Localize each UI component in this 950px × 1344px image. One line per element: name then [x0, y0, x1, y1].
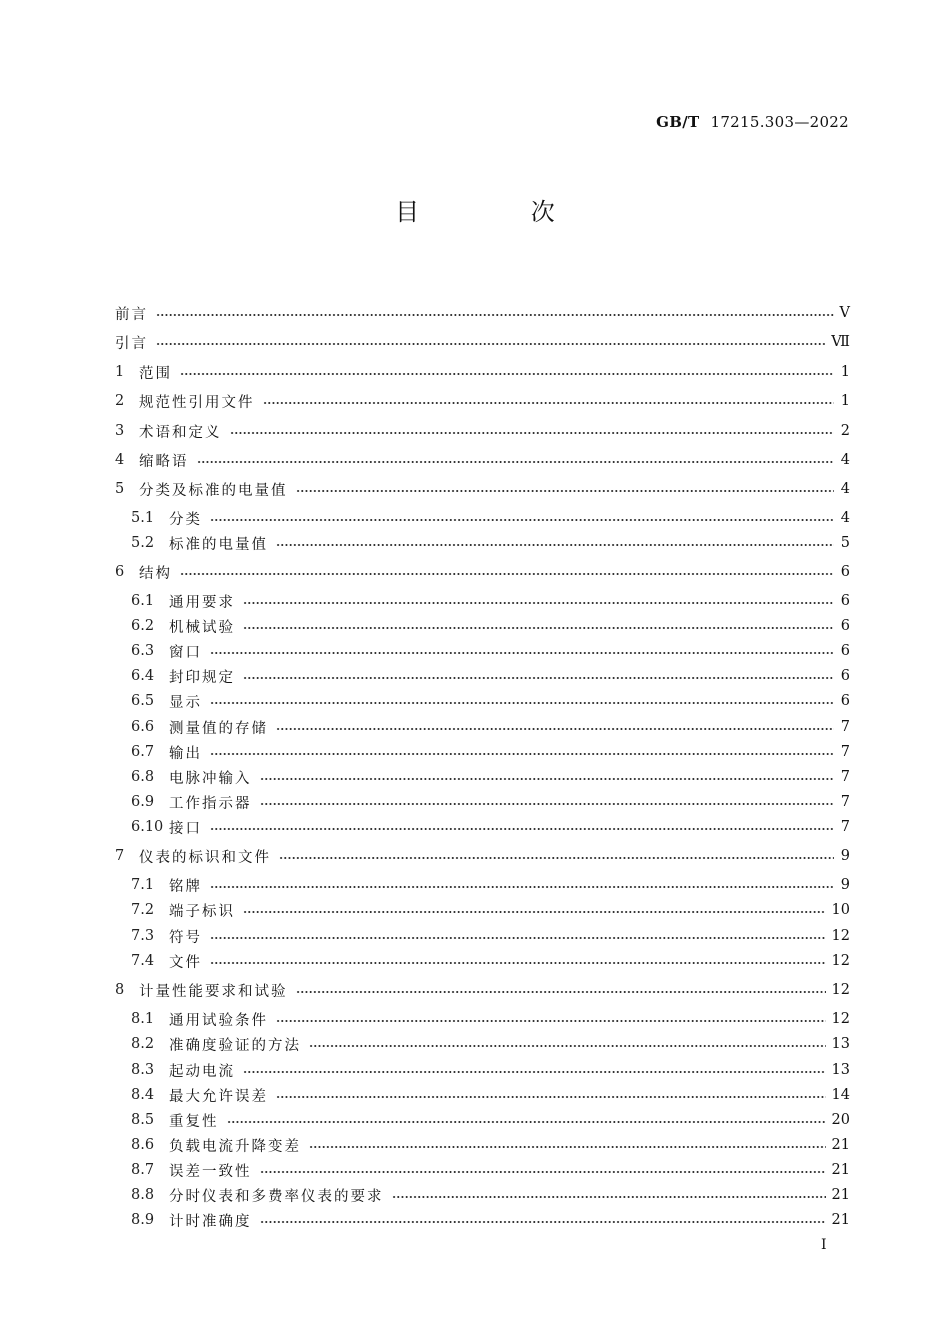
- toc-entry[interactable]: [115, 665, 850, 687]
- toc-entry-number: 3: [115, 423, 125, 439]
- toc-entry-page: 9: [840, 848, 850, 864]
- toc-dot-leader: [210, 701, 834, 705]
- toc-entry-page: 2: [840, 423, 850, 439]
- toc-entry[interactable]: [115, 1084, 850, 1106]
- toc-entry[interactable]: [115, 361, 850, 383]
- toc-entry-page: 4: [840, 510, 850, 526]
- toc-entry[interactable]: [115, 979, 850, 1001]
- toc-entry-page: 1: [840, 393, 850, 409]
- toc-entry-page: 6: [840, 593, 850, 609]
- toc-entry-label: 仪表的标识和文件: [139, 849, 271, 866]
- toc-entry-label: 计量性能要求和试验: [139, 983, 288, 1000]
- toc-entry-number: 6.8: [131, 769, 155, 785]
- toc-entry-label: 接口: [169, 820, 202, 837]
- toc-entry[interactable]: [115, 590, 850, 612]
- toc-entry-page: 9: [840, 877, 850, 893]
- toc-entry-label: 计时准确度: [169, 1213, 252, 1230]
- toc-entry[interactable]: [115, 816, 850, 838]
- toc-entry-number: 6.3: [131, 643, 155, 659]
- toc-entry[interactable]: [115, 507, 850, 529]
- toc-dot-leader: [210, 518, 834, 522]
- toc-dot-leader: [260, 777, 835, 781]
- toc-entry-page: 7: [840, 719, 850, 735]
- standard-code: [656, 113, 849, 131]
- toc-dot-leader: [180, 372, 834, 376]
- toc-entry-page: 6: [840, 564, 850, 580]
- toc-entry-page: 7: [840, 769, 850, 785]
- toc-entry-page: 21: [831, 1212, 850, 1228]
- toc-entry[interactable]: [115, 791, 850, 813]
- toc-dot-leader: [279, 856, 834, 860]
- page-title: 目 次: [395, 198, 607, 226]
- toc-dot-leader: [296, 990, 826, 994]
- toc-entry[interactable]: [115, 766, 850, 788]
- toc-dot-leader: [210, 827, 834, 831]
- toc-entry-number: 6.2: [131, 618, 155, 634]
- toc-dot-leader: [243, 676, 834, 680]
- toc-entry-page: 10: [831, 902, 850, 918]
- toc-entry-label: 分类: [169, 511, 202, 528]
- toc-entry[interactable]: [115, 845, 850, 867]
- toc-dot-leader: [260, 1170, 826, 1174]
- toc-entry-page: 6: [840, 618, 850, 634]
- toc-entry[interactable]: [115, 741, 850, 763]
- toc-entry-number: 8.9: [131, 1212, 155, 1228]
- toc-entry-number: 6.5: [131, 693, 155, 709]
- toc-entry-label: 机械试验: [169, 619, 235, 636]
- toc-entry[interactable]: [115, 1008, 850, 1030]
- toc-entry-page: 21: [831, 1162, 850, 1178]
- toc-entry-page: 6: [840, 643, 850, 659]
- toc-entry-number: 8.8: [131, 1187, 155, 1203]
- toc-entry-number: 8.1: [131, 1011, 155, 1027]
- toc-dot-leader: [243, 601, 834, 605]
- toc-entry-number: 7: [115, 848, 125, 864]
- toc-entry-number: 2: [115, 393, 125, 409]
- toc-entry-number: 6: [115, 564, 125, 580]
- toc-entry-number: 7.2: [131, 902, 155, 918]
- toc-entry-label: 通用试验条件: [169, 1012, 268, 1029]
- toc-entry-label: 测量值的存储: [169, 720, 268, 737]
- toc-entry-page: 12: [831, 928, 850, 944]
- toc-entry-label: 工作指示器: [169, 795, 252, 812]
- toc-entry-label: 规范性引用文件: [139, 394, 255, 411]
- toc-entry-label: 缩略语: [139, 453, 189, 470]
- toc-entry-number: 5.2: [131, 535, 155, 551]
- toc-entry-number: 6.9: [131, 794, 155, 810]
- toc-entry-label: 电脉冲输入: [169, 770, 252, 787]
- toc-entry-number: 8.4: [131, 1087, 155, 1103]
- toc-entry-label: 标准的电量值: [169, 536, 268, 553]
- standard-code-number: 17215.303—2022: [710, 113, 849, 131]
- toc-entry[interactable]: [115, 690, 850, 712]
- toc-entry-number: 7.4: [131, 953, 155, 969]
- toc-entry[interactable]: [115, 532, 850, 554]
- toc-entry[interactable]: [115, 716, 850, 738]
- toc-entry-label: 负载电流升降变差: [169, 1138, 301, 1155]
- page-number: I: [821, 1237, 827, 1253]
- toc-entry-number: 8.3: [131, 1062, 155, 1078]
- toc-dot-leader: [392, 1195, 826, 1199]
- toc-entry-page: 13: [831, 1062, 850, 1078]
- toc-dot-leader: [180, 572, 834, 576]
- toc-entry[interactable]: [115, 950, 850, 972]
- toc-dot-leader: [210, 936, 826, 940]
- toc-entry-label: 铭牌: [169, 878, 202, 895]
- toc-entry[interactable]: [115, 899, 850, 921]
- toc-entry-label: 封印规定: [169, 669, 235, 686]
- toc-entry[interactable]: [115, 561, 850, 583]
- toc-dot-leader: [276, 1095, 826, 1099]
- toc-entry-page: 13: [831, 1036, 850, 1052]
- standard-code-prefix: GB/T: [656, 113, 700, 131]
- toc-dot-leader: [260, 802, 835, 806]
- toc-entry-number: 6.1: [131, 593, 155, 609]
- toc-entry-label: 符号: [169, 929, 202, 946]
- toc-entry-number: 5.1: [131, 510, 155, 526]
- toc-dot-leader: [260, 1220, 826, 1224]
- toc-entry[interactable]: [115, 1059, 850, 1081]
- toc-dot-leader: [210, 651, 834, 655]
- toc-entry-label: 术语和定义: [139, 424, 222, 441]
- toc-entry-number: 8.5: [131, 1112, 155, 1128]
- toc-dot-leader: [210, 961, 826, 965]
- toc-entry-page: 7: [840, 819, 850, 835]
- toc-entry-page: 21: [831, 1187, 850, 1203]
- toc-entry-page: 12: [831, 982, 850, 998]
- toc-entry[interactable]: [115, 331, 850, 353]
- toc-entry-label: 起动电流: [169, 1063, 235, 1080]
- toc-entry-page: 4: [840, 452, 850, 468]
- toc-dot-leader: [276, 727, 834, 731]
- toc-entry-number: 1: [115, 364, 125, 380]
- toc-entry[interactable]: [115, 925, 850, 947]
- toc-entry-label: 引言: [115, 335, 148, 352]
- toc-entry[interactable]: [115, 449, 850, 471]
- toc-entry[interactable]: [115, 390, 850, 412]
- toc-entry[interactable]: [115, 1033, 850, 1055]
- toc-entry-label: 重复性: [169, 1113, 219, 1130]
- toc-entry-page: 12: [831, 953, 850, 969]
- toc-entry-page: 21: [831, 1137, 850, 1153]
- toc-dot-leader: [243, 1070, 826, 1074]
- toc-entry-number: 6.7: [131, 744, 155, 760]
- toc-entry-page: 7: [840, 744, 850, 760]
- toc-entry-number: 6.4: [131, 668, 155, 684]
- toc-entry-number: 8.2: [131, 1036, 155, 1052]
- toc-entry-label: 误差一致性: [169, 1163, 252, 1180]
- toc-entry-number: 7.1: [131, 877, 155, 893]
- toc-entry-number: 6.10: [131, 819, 164, 835]
- toc-entry-number: 5: [115, 481, 125, 497]
- toc-entry-number: 8.7: [131, 1162, 155, 1178]
- toc-dot-leader: [276, 1019, 826, 1023]
- toc-entry-page: 6: [840, 668, 850, 684]
- toc-dot-leader: [210, 752, 834, 756]
- toc-entry-page: 14: [831, 1087, 850, 1103]
- toc-entry[interactable]: [115, 1184, 850, 1206]
- toc-entry-label: 前言: [115, 306, 148, 323]
- toc-dot-leader: [197, 460, 835, 464]
- toc-entry-label: 窗口: [169, 644, 202, 661]
- toc-dot-leader: [309, 1145, 826, 1149]
- toc-entry[interactable]: [115, 615, 850, 637]
- toc-dot-leader: [156, 313, 834, 317]
- toc-entry-page: Ⅶ: [831, 334, 850, 350]
- toc-entry-page: 5: [840, 535, 850, 551]
- toc-entry-page: 1: [840, 364, 850, 380]
- toc-entry[interactable]: [115, 1109, 850, 1131]
- toc-entry[interactable]: [115, 874, 850, 896]
- toc-dot-leader: [309, 1044, 826, 1048]
- toc-entry-number: 8.6: [131, 1137, 155, 1153]
- toc-dot-leader: [227, 1120, 826, 1124]
- toc-entry-number: 7.3: [131, 928, 155, 944]
- toc-dot-leader: [210, 885, 834, 889]
- toc-entry[interactable]: [115, 420, 850, 442]
- toc-entry-page: 20: [831, 1112, 850, 1128]
- toc-entry-label: 分时仪表和多费率仪表的要求: [169, 1188, 384, 1205]
- toc-dot-leader: [296, 489, 835, 493]
- toc-entry[interactable]: [115, 478, 850, 500]
- toc-entry-label: 分类及标准的电量值: [139, 482, 288, 499]
- toc-dot-leader: [243, 626, 834, 630]
- toc-entry-label: 显示: [169, 694, 202, 711]
- toc-entry-page: 7: [840, 794, 850, 810]
- toc-entry[interactable]: [115, 302, 850, 324]
- toc-entry[interactable]: [115, 1159, 850, 1181]
- toc-entry[interactable]: [115, 640, 850, 662]
- toc-entry-label: 准确度验证的方法: [169, 1037, 301, 1054]
- toc-entry-label: 结构: [139, 565, 172, 582]
- toc-dot-leader: [243, 910, 826, 914]
- toc-dot-leader: [230, 431, 835, 435]
- toc-entry-label: 通用要求: [169, 594, 235, 611]
- toc-entry-label: 最大允许误差: [169, 1088, 268, 1105]
- toc-entry-number: 8: [115, 982, 125, 998]
- toc-dot-leader: [156, 342, 825, 346]
- toc-entry-label: 端子标识: [169, 903, 235, 920]
- toc-entry-number: 4: [115, 452, 125, 468]
- toc-entry-page: 6: [840, 693, 850, 709]
- toc-entry-label: 文件: [169, 954, 202, 971]
- toc-entry-page: 12: [831, 1011, 850, 1027]
- toc-entry-label: 范围: [139, 365, 172, 382]
- toc-entry[interactable]: [115, 1134, 850, 1156]
- toc-entry-page: Ⅴ: [839, 305, 850, 321]
- toc-entry-number: 6.6: [131, 719, 155, 735]
- toc-entry[interactable]: [115, 1209, 850, 1231]
- toc-dot-leader: [263, 401, 835, 405]
- toc-entry-label: 输出: [169, 745, 202, 762]
- toc-dot-leader: [276, 543, 834, 547]
- toc-entry-page: 4: [840, 481, 850, 497]
